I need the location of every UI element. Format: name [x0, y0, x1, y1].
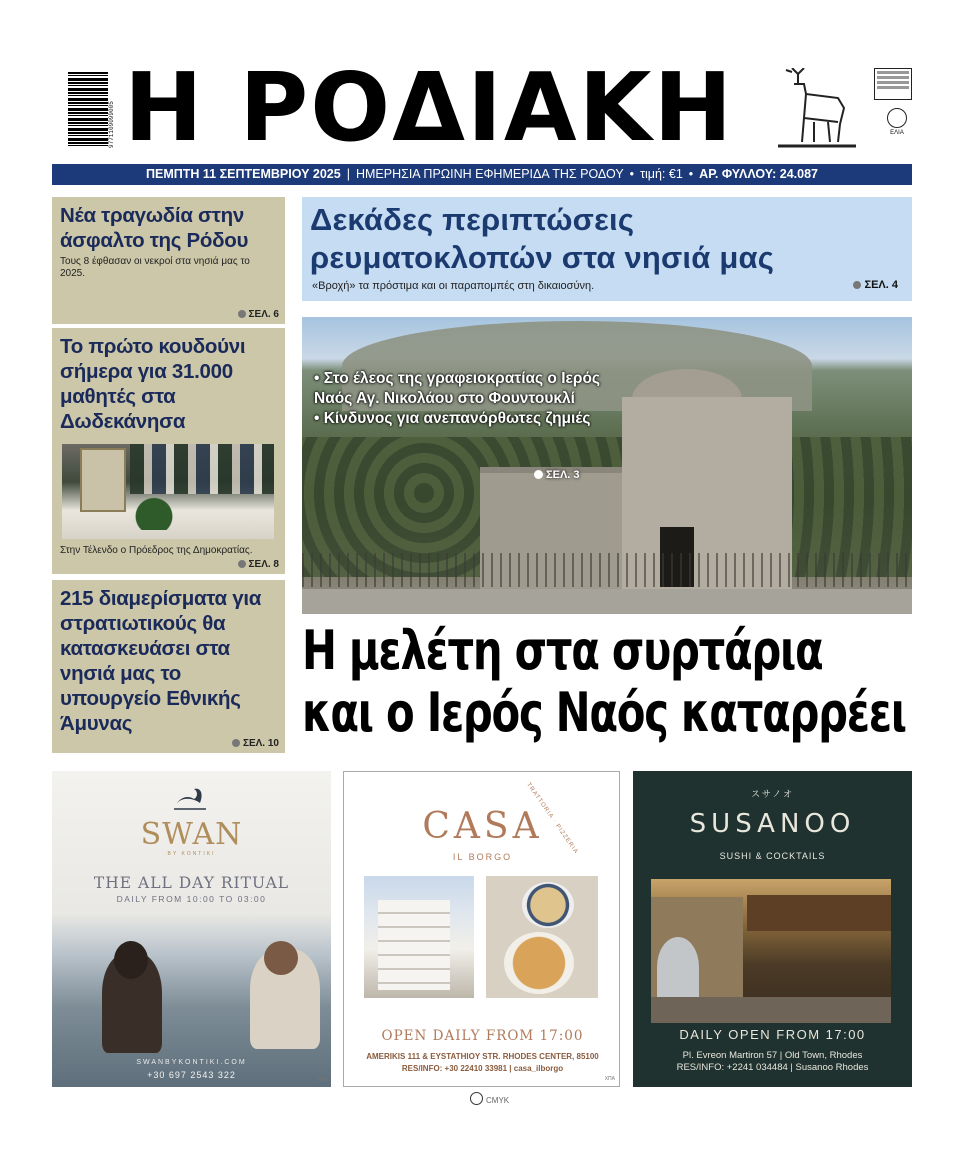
cmyk-label: CMYK [486, 1096, 510, 1105]
deer-logo-icon [778, 68, 856, 150]
story-military-apartments[interactable] [52, 580, 285, 753]
page-ref: ΣΕΛ. 3 [534, 469, 580, 481]
ad-susanoo[interactable] [633, 771, 912, 1087]
barcode-digits: 9771109099005 [108, 101, 115, 148]
main-headline-line2: και ο Ιερός Ναός καταρρέει [302, 681, 906, 744]
story-road-tragedy[interactable] [52, 197, 285, 324]
casa-food-photo [486, 876, 598, 998]
church-photo[interactable] [302, 317, 912, 614]
casa-reservations: RES/INFO: +30 22410 33981 | casa_ilborgo [401, 1064, 564, 1073]
story-headline: 215 διαμερίσματα για στρατιωτικούς θα κατασκευάσει στα νησιά μας το υπουργείο Εθνικής Άμυνας [60, 587, 262, 735]
main-story-bullets [314, 369, 604, 429]
issue-date: ΠΕΜΠΤΗ 11 ΣΕΠΤΕΜΒΡΙΟΥ 2025 [145, 167, 341, 181]
casa-address: AMERIKIS 111 & EYSTATHIOY STR. RHODES CENTER, 85100 [366, 1052, 599, 1061]
elia-circle-icon [887, 108, 907, 128]
masthead-title: Η ΡΟΔΙΑΚΗ [124, 54, 735, 163]
ad-tag: ΧΠΑ [316, 1077, 327, 1083]
susanoo-terrace-photo [651, 879, 891, 1023]
price: τιμή: €1 [640, 167, 683, 181]
page-ref: ΣΕΛ. 6 [238, 309, 279, 320]
school-ceremony-photo [62, 444, 274, 539]
issue-number: ΑΡ. ΦΥΛΛΟΥ: 24.087 [699, 167, 818, 181]
susanoo-reservations: RES/INFO: +2241 034484 | Susanoo Rhodes [676, 1062, 869, 1073]
elia-badge [884, 108, 910, 152]
susanoo-name: SUSANOO [689, 809, 856, 839]
story-headline: Νέα τραγωδία στην άσφαλτο της Ρόδου [60, 204, 249, 252]
swan-couple-photo [102, 941, 331, 1051]
susanoo-hours: DAILY OPEN FROM 17:00 [679, 1027, 866, 1042]
casa-name: CASA [422, 806, 543, 847]
page-ref: ΣΕΛ. 8 [238, 559, 279, 570]
swan-icon [170, 783, 210, 813]
bullet-danger: • Κίνδυνος για ανεπανόρθωτες ζημιές [314, 410, 591, 427]
casa-sub: IL BORGO [452, 852, 513, 862]
susanoo-japanese: スサノオ [750, 789, 795, 799]
story-summary: Τους 8 έφθασαν οι νεκροί στα νησιά μας το 2025. [60, 256, 250, 279]
postage-seal [874, 68, 912, 100]
story-power-theft[interactable] [302, 197, 912, 301]
barcode [68, 72, 116, 148]
ad-tag: ΧΠΑ [604, 1076, 615, 1082]
bullet-bureaucracy: • Στο έλεος της γραφειοκρατίας ο Ιερός Ναός Αγ. Νικολάου στο Φουντουκλί [314, 370, 600, 407]
story-summary: «Βροχή» τα πρόστιμα και οι παραπομπές στη δικαιοσύνη. [312, 280, 595, 292]
main-headline-line1: Η μελέτη στα συρτάρια [302, 619, 823, 682]
photo-caption: Στην Τέλενδο ο Πρόεδρος της Δημοκρατίας. [60, 545, 253, 556]
page-ref: ΣΕΛ. 10 [232, 738, 279, 749]
swan-phone: +30 697 2543 322 [147, 1070, 236, 1080]
page-ref: ΣΕΛ. 4 [853, 279, 898, 291]
dateline-bar: ΠΕΜΠΤΗ 11 ΣΕΠΤΕΜΒΡΙΟΥ 2025 | ΗΜΕΡΗΣΙΑ ΠΡΩΙΝΗ ΕΦΗΜΕΡΙΔΑ ΤΗΣ ΡΟΔΟΥ • τιμή: €1 • ΑΡ. ΦΥΛΛΟΥ: 24.087 [52, 164, 912, 185]
swan-name: SWAN [140, 817, 243, 852]
swan-slogan: THE ALL DAY RITUAL [93, 874, 290, 892]
ad-swan[interactable] [52, 771, 331, 1087]
main-headline[interactable] [302, 619, 906, 744]
swan-website: SWANBYKONTIKI.COM [136, 1059, 247, 1066]
story-headline: Δεκάδες περιπτώσεις ρευματοκλοπών στα νησιά μας [310, 202, 775, 275]
print-registration-mark [470, 1092, 540, 1108]
casa-arc-text: TRATTORIA · PIZZERIA [525, 782, 580, 856]
swan-by: BY KONTIKI [167, 851, 216, 857]
tagline: ΗΜΕΡΗΣΙΑ ΠΡΩΙΝΗ ΕΦΗΜΕΡΙΔΑ ΤΗΣ ΡΟΔΟΥ [355, 167, 624, 181]
barcode-bars [68, 72, 108, 148]
elia-label: ΕΛΙΑ [890, 130, 904, 136]
casa-hours: OPEN DAILY FROM 17:00 [381, 1028, 584, 1044]
susanoo-address: Pl. Evreon Martiron 57 | Old Town, Rhodes [682, 1050, 863, 1061]
swan-hours: DAILY FROM 10:00 TO 03:00 [116, 894, 267, 904]
registration-icon [470, 1092, 483, 1105]
story-headline: Το πρώτο κουδούνι σήμερα για 31.000 μαθητές στα Δωδεκάνησα [60, 335, 246, 433]
ad-casa-il-borgo[interactable] [343, 771, 620, 1087]
casa-building-photo [364, 876, 474, 998]
susanoo-sub: SUSHI & COCKTAILS [719, 851, 826, 861]
